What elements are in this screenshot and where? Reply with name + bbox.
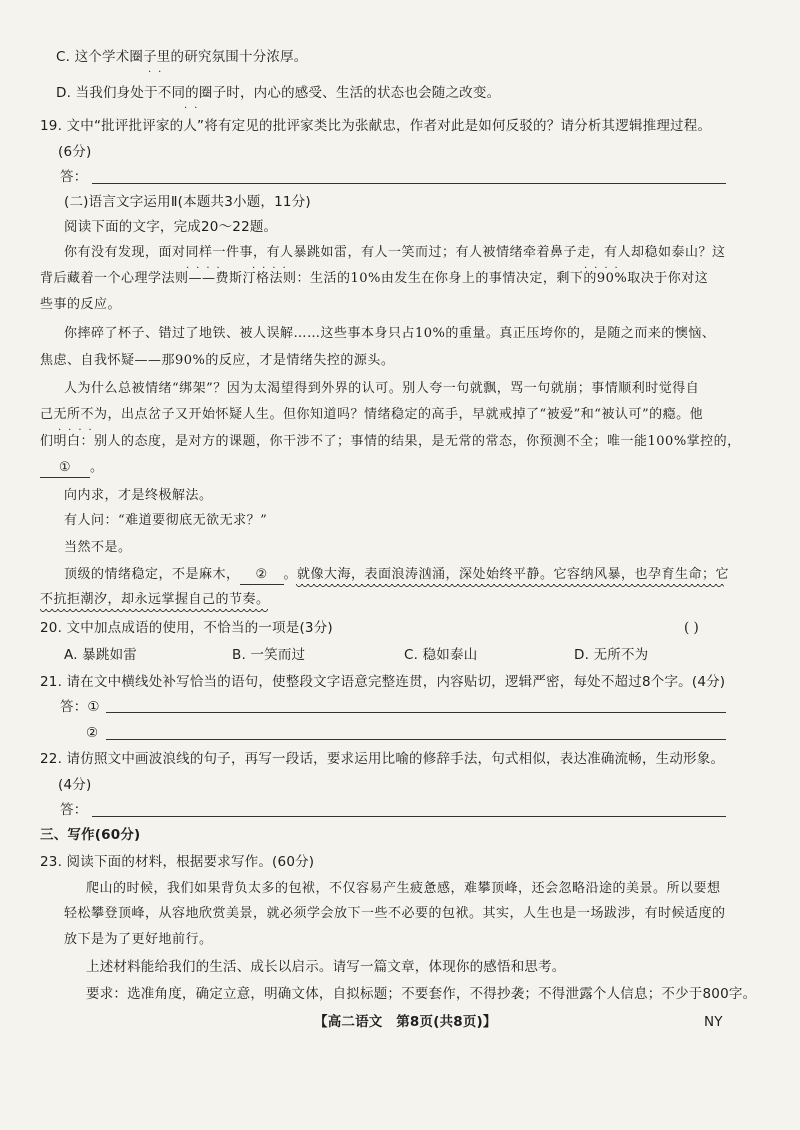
q22-answer-line[interactable] bbox=[92, 816, 726, 817]
emphasis-dots: .. bbox=[184, 100, 205, 111]
q21-question: 21. 请在文中横线处补写恰当的语句，使整段文字语意完整连贯，内容贴切，逻辑严密，每处不超过8个字。(4分) bbox=[40, 674, 726, 690]
section2-heading: (二)语言文字运用Ⅱ(本题共3小题，11分) bbox=[64, 194, 311, 210]
page-footer: 【高二语文 第8页(共8页)】 bbox=[314, 1014, 497, 1030]
passage-line: 有人问：“难道要彻底无欲无求？” bbox=[64, 513, 268, 528]
passage-line: 些事的反应。 bbox=[40, 297, 122, 312]
q19-answer-label: 答： bbox=[60, 169, 88, 185]
blank-1-end: 。 bbox=[90, 460, 104, 475]
q20-answer-paren[interactable]: ( ) bbox=[684, 620, 699, 636]
passage-line: 不抗拒潮汐，却永远掌握自己的节奏。 bbox=[40, 592, 270, 607]
passage-line bbox=[64, 566, 729, 585]
emphasis-dots: .... bbox=[584, 260, 625, 271]
p7-rest: 。就像大海，表面浪涛汹涌，深处始终平静。它容纳风暴，也孕育生命；它 bbox=[283, 567, 730, 582]
passage-line: 你摔碎了杯子、错过了地铁、被人误解……这些事本身只占10%的重量。真正压垮你的，是随之而来的懊恼、 bbox=[64, 326, 716, 341]
q21-answer-label-1: 答：① bbox=[60, 699, 100, 715]
emphasis-dots: .. bbox=[148, 64, 169, 75]
q23-prompt: 上述材料能给我们的生活、成长以启示。请写一篇文章，体现你的感悟和思考。 bbox=[86, 959, 566, 975]
passage-line: 你有没有发现，面对同样一件事，有人暴跳如雷，有人一笑而过；有人被情绪牵着鼻子走，有人却稳如泰山？这 bbox=[64, 245, 726, 260]
q20-option-b: B. 一笑而过 bbox=[232, 647, 306, 663]
q21-answer-line-1[interactable] bbox=[106, 712, 726, 713]
passage-line: 背后藏着一个心理学法则——费斯汀格法则：生活的10%由发生在你身上的事情决定，剩下的90%取决于你对这 bbox=[40, 271, 709, 286]
blank-1[interactable]: ① bbox=[40, 459, 90, 478]
wavy-underline bbox=[40, 609, 268, 614]
q23-question: 23. 阅读下面的材料，根据要求写作。(60分) bbox=[40, 854, 315, 870]
passage-line: 己无所不为，出点岔子又开始怀疑人生。但你知道吗？情绪稳定的高手，早就戒掉了“被爱”和“被认可”的瘾。他 bbox=[40, 407, 704, 422]
p7-start: 顶级的情绪稳定，不是麻木， bbox=[64, 567, 240, 582]
passage-line: 人为什么总被情绪“绑架”？因为太渴望得到外界的认可。别人夸一句就飘，骂一句就崩；事情顺利时觉得自 bbox=[64, 381, 700, 396]
passage-line: 当然不是。 bbox=[64, 540, 132, 555]
section3-heading: 三、写作(60分) bbox=[40, 827, 141, 843]
q21-answer-line-2[interactable] bbox=[106, 739, 726, 740]
q23-requirements: 要求：选准角度，确定立意，明确文体，自拟标题；不要套作，不得抄袭；不得泄露个人信息；不少于800字。 bbox=[86, 986, 757, 1002]
emphasis-dots: .... bbox=[252, 260, 293, 271]
material-line: 轻松攀登顶峰，从容地欣赏美景，就必须学会放下一些不必要的包袱。其实，人生也是一场跋涉，有时候适度的 bbox=[64, 906, 726, 921]
q22-score: (4分) bbox=[58, 777, 92, 793]
q20-question: 20. 文中加点成语的使用，不恰当的一项是(3分) bbox=[40, 620, 333, 636]
q22-answer-label: 答： bbox=[60, 802, 88, 818]
q20-option-d: D. 无所不为 bbox=[574, 647, 649, 663]
section2-instruction: 阅读下面的文字，完成20～22题。 bbox=[64, 219, 278, 235]
wavy-underline bbox=[296, 584, 724, 589]
passage-line: 们明白：别人的态度，是对方的课题，你干涉不了；事情的结果，是无常的常态，你预测不全；唯一能100%掌控的， bbox=[40, 434, 741, 449]
q19-question: 19. 文中“批评批评家的人”将有定见的批评家类比为张献忠，作者对此是如何反驳的？请分析其逻辑推理过程。 bbox=[40, 118, 712, 134]
q22-question: 22. 请仿照文中画波浪线的句子，再写一段话，要求运用比喻的修辞手法，句式相似，表达准确流畅，生动形象。 bbox=[40, 751, 725, 767]
q19-answer-line[interactable] bbox=[92, 183, 726, 184]
emphasis-dots: .... bbox=[186, 260, 227, 271]
blank-2[interactable]: ② bbox=[240, 566, 284, 585]
passage-line: 向内求，才是终极解法。 bbox=[64, 488, 213, 503]
q20-option-c: C. 稳如泰山 bbox=[404, 647, 478, 663]
passage-line bbox=[40, 459, 104, 478]
q18-option-c: C. 这个学术圈子里的研究氛围十分浓厚。 bbox=[56, 49, 308, 65]
material-line: 爬山的时候，我们如果背负太多的包袱，不仅容易产生疲惫感，难攀顶峰，还会忽略沿途的美景。所以要想 bbox=[86, 881, 721, 896]
material-line: 放下是为了更好地前行。 bbox=[64, 932, 213, 947]
q18-option-d: D. 当我们身处于不同的圈子时，内心的感受、生活的状态也会随之改变。 bbox=[56, 85, 501, 101]
q21-answer-label-2: ② bbox=[86, 725, 99, 741]
emphasis-dots: .... bbox=[58, 422, 99, 433]
footer-code: NY bbox=[704, 1014, 723, 1030]
passage-line: 焦虑、自我怀疑——那90%的反应，才是情绪失控的源头。 bbox=[40, 353, 395, 368]
q20-option-a: A. 暴跳如雷 bbox=[64, 647, 137, 663]
q19-score: (6分) bbox=[58, 144, 92, 160]
